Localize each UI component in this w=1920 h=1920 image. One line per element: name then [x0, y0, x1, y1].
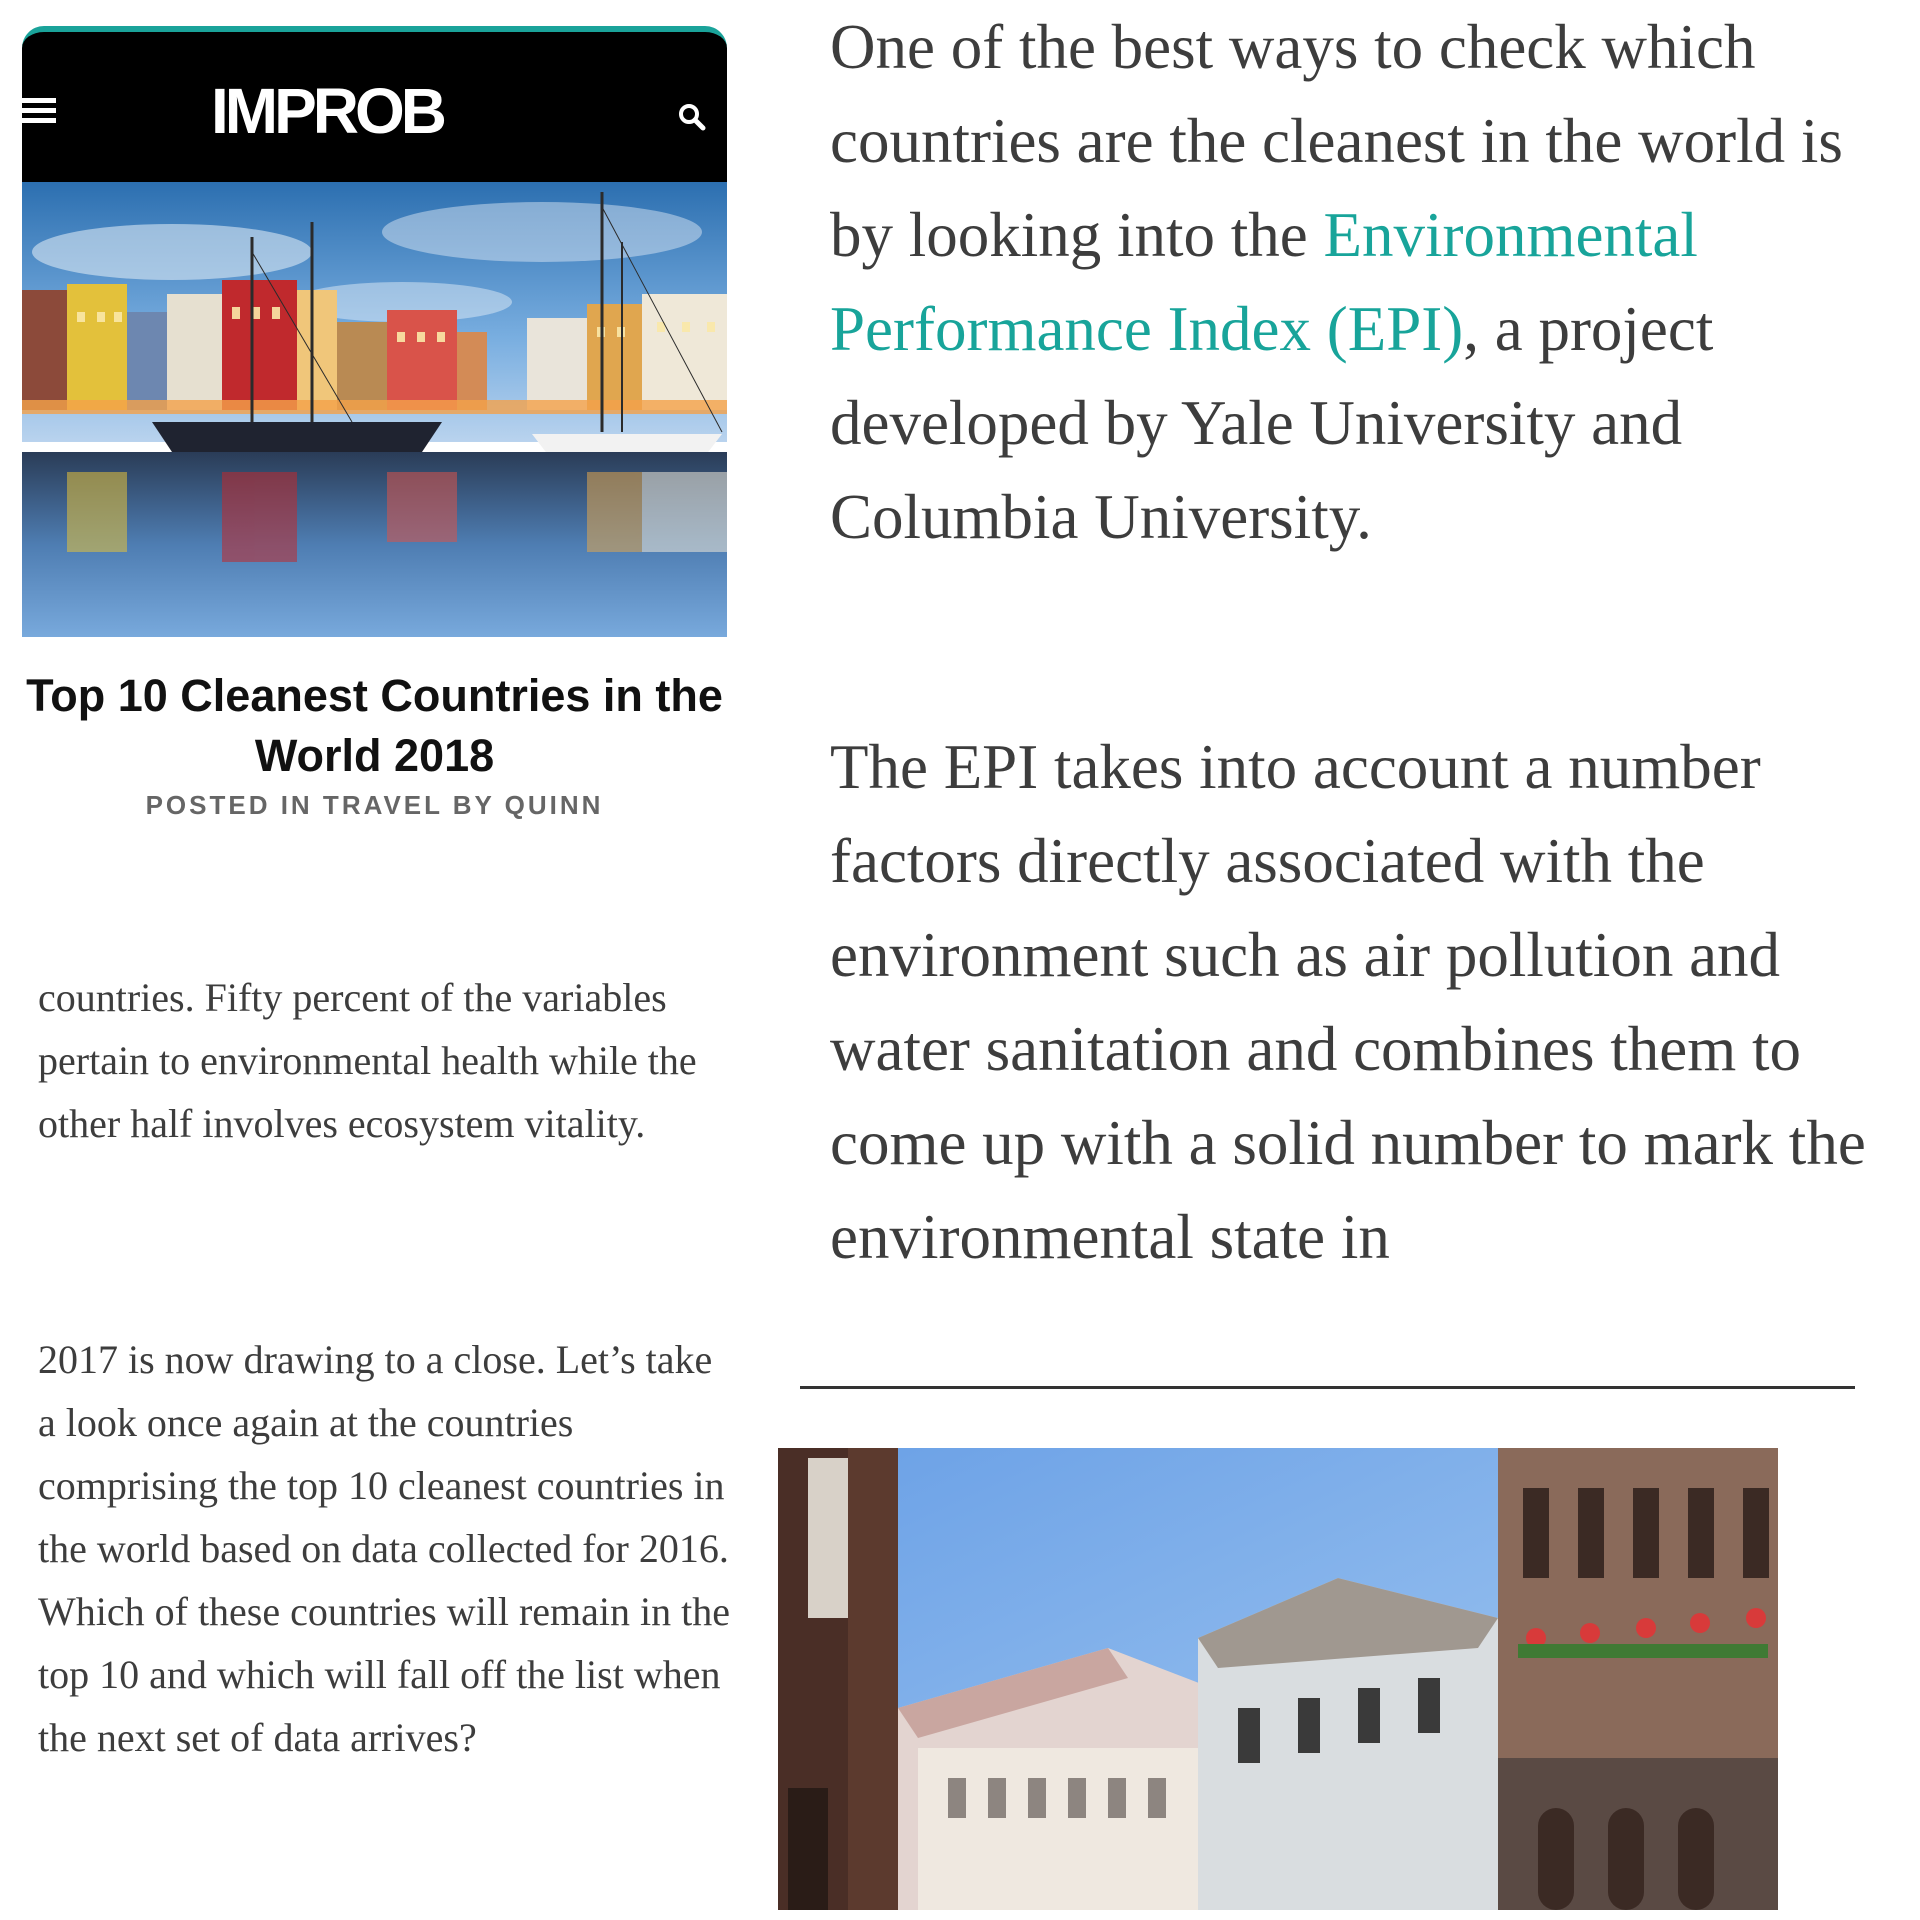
divider-line: [800, 1386, 1855, 1389]
paragraph-text: , a project developed by Yale University and Columbia University.: [830, 294, 1714, 552]
hero-harbour-image: [22, 182, 727, 637]
right-paragraph-2: The EPI takes into account a number factors directly associated with the environment such as air pollution and water sanitation and combines them to come up with a solid number to mark the environmental state in: [830, 732, 1866, 1272]
site-header: [22, 26, 727, 182]
left-paragraph-2: 2017 is now drawing to a close. Let’s take a look once again at the countries comprising the top 10 cleanest countries in the world based on data collected for 2016. Which of these countries will remain in the top 10 and which will fall off the list when the next set of data arrives?: [38, 1337, 731, 1760]
left-paragraph-1: countries. Fifty percent of the variables pertain to environmental health while the other half involves ecosystem vitality.: [38, 975, 697, 1146]
search-icon[interactable]: [677, 102, 707, 132]
article-meta: POSTED IN TRAVEL BY QUINN: [145, 790, 604, 820]
paragraph-text: One of the best ways to check which countries are the cleanest in the world is by looking into the: [830, 12, 1843, 270]
site-logo[interactable]: IMPROB: [211, 75, 443, 147]
article-title[interactable]: Top 10 Cleanest Countries in the World 2018: [26, 670, 723, 781]
epi-link[interactable]: Environmental Performance Index (EPI): [830, 200, 1698, 364]
right-paragraph-1: [830, 0, 1890, 564]
street-photo-image: [778, 1448, 1778, 1910]
